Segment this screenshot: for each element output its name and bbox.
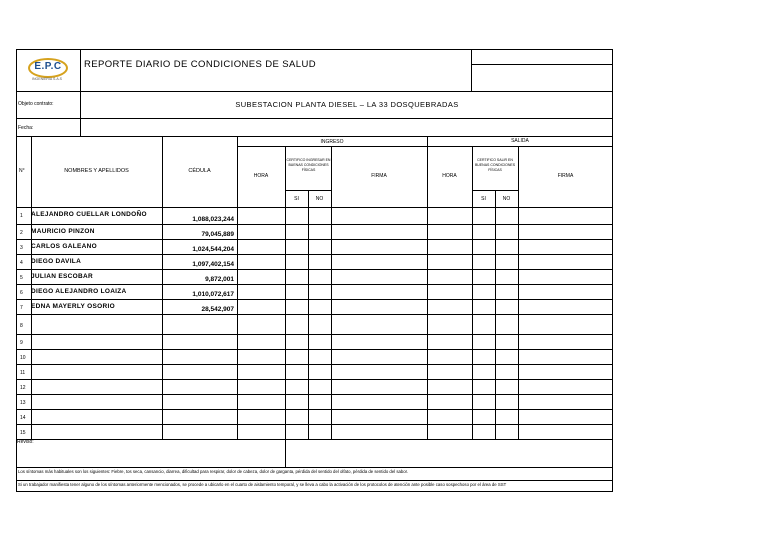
row-number: 8 — [20, 323, 23, 329]
page-title: REPORTE DIARIO DE CONDICIONES DE SALUD — [84, 59, 316, 70]
col-firma-ingreso: FIRMA — [371, 173, 387, 179]
divider — [16, 334, 613, 335]
row-number: 5 — [20, 275, 23, 281]
divider — [16, 409, 613, 410]
col-cedula: CÉDULA — [188, 168, 211, 174]
footer-notes — [16, 467, 613, 492]
fecha-label: Fecha: — [18, 125, 34, 131]
divider — [16, 118, 613, 119]
divider — [16, 439, 613, 440]
row-cedula: 1,097,402,154 — [192, 261, 234, 268]
row-cedula: 1,024,544,204 — [192, 246, 234, 253]
footer-note-symptoms: Los síntomas más habituales son los siguientes: Fiebre, tos seca, cansancio, diarrea, dificultad para respirar, dolor de cabeza, dolor de garganta, pérdida del sentido del olfato, pérdida de sentido del sabor. — [18, 469, 409, 474]
divider — [16, 254, 613, 255]
row-number: 1 — [20, 213, 23, 219]
divider — [331, 146, 332, 439]
row-name: DIEGO DAVILA — [31, 258, 82, 265]
row-number: 14 — [20, 415, 26, 421]
col-hora-salida: HORA — [442, 173, 457, 179]
divider — [17, 480, 612, 481]
row-cedula: 1,010,072,617 — [192, 291, 234, 298]
divider — [16, 424, 613, 425]
row-cedula: 1,088,023,244 — [192, 216, 234, 223]
row-name: DIEGO ALEJANDRO LOAIZA — [31, 288, 127, 295]
row-number: 4 — [20, 260, 23, 266]
divider — [16, 224, 613, 225]
footer-note-protocol: Si un trabajador manifiesta tener alguno de los síntomas anteriormente mencionados, se procede a ubicarlo en el cuarto de aislamiento temporal, y se lleva a cabo la activación de los protocolos de atención ante posible caso sospechoso por el área de SST — [18, 482, 507, 487]
row-cedula: 9,872,001 — [205, 276, 234, 283]
divider — [16, 91, 613, 92]
objeto-label: Objeto contrato: — [18, 101, 54, 107]
row-number: 7 — [20, 305, 23, 311]
divider — [16, 269, 613, 270]
col-firma-salida: FIRMA — [557, 173, 574, 179]
divider — [16, 364, 613, 365]
divider — [518, 146, 519, 439]
divider — [16, 314, 613, 315]
divider — [16, 349, 613, 350]
row-name: CARLOS GALEANO — [31, 243, 97, 250]
col-num: N° — [19, 168, 25, 174]
col-si-ingreso: SI — [294, 196, 299, 202]
divider — [80, 49, 81, 137]
row-number: 12 — [20, 385, 26, 391]
col-cert-salida: CERTIFICO SALIR EN BUENAS CONDICIONES FÍSICAS — [474, 158, 516, 172]
row-number: 15 — [20, 430, 26, 436]
divider — [16, 207, 613, 208]
col-no-salida: NO — [502, 196, 511, 202]
divider — [237, 146, 613, 147]
row-cedula: 79,045,889 — [201, 231, 234, 238]
row-number: 11 — [20, 370, 26, 376]
col-ingreso: INGRESO — [320, 139, 344, 145]
row-name: MAURICIO PINZON — [31, 228, 95, 235]
col-hora-ingreso: HORA — [253, 173, 269, 179]
row-number: 3 — [20, 245, 23, 251]
report-frame — [16, 49, 613, 492]
reviso-label: Revisó: — [17, 439, 34, 445]
row-name: EDNA MAYERLY OSORIO — [31, 303, 115, 310]
logo-text: E.P.C — [34, 61, 62, 72]
divider — [471, 64, 613, 65]
col-salida: SALIDA — [511, 138, 529, 144]
col-cert-ingreso: CERTIFICO INGRESAR EN BUENAS CONDICIONES FÍSICAS — [286, 158, 331, 172]
logo — [22, 55, 72, 85]
col-no-ingreso: NO — [315, 196, 324, 202]
divider — [285, 439, 286, 467]
col-nombres: NOMBRES Y APELLIDOS — [64, 168, 129, 174]
row-number: 6 — [20, 290, 23, 296]
row-cedula: 28,542,907 — [201, 306, 234, 313]
col-si-salida: SI — [481, 196, 486, 202]
divider — [16, 394, 613, 395]
row-name: ALEJANDRO CUELLAR LONDOÑO — [31, 211, 147, 218]
objeto-value: SUBESTACION PLANTA DIESEL – LA 33 DOSQUEBRADAS — [235, 100, 459, 109]
logo-subtext: INGENIERIA S.A.S — [32, 77, 62, 81]
row-number: 2 — [20, 230, 23, 236]
row-name: JULIAN ESCOBAR — [31, 273, 93, 280]
divider — [472, 146, 473, 439]
row-number: 9 — [20, 340, 23, 346]
divider — [16, 136, 613, 137]
divider — [16, 284, 613, 285]
divider — [16, 299, 613, 300]
divider — [16, 379, 613, 380]
row-number: 10 — [20, 355, 26, 361]
divider — [16, 239, 613, 240]
divider — [471, 49, 472, 91]
row-number: 13 — [20, 400, 26, 406]
divider — [285, 146, 286, 439]
